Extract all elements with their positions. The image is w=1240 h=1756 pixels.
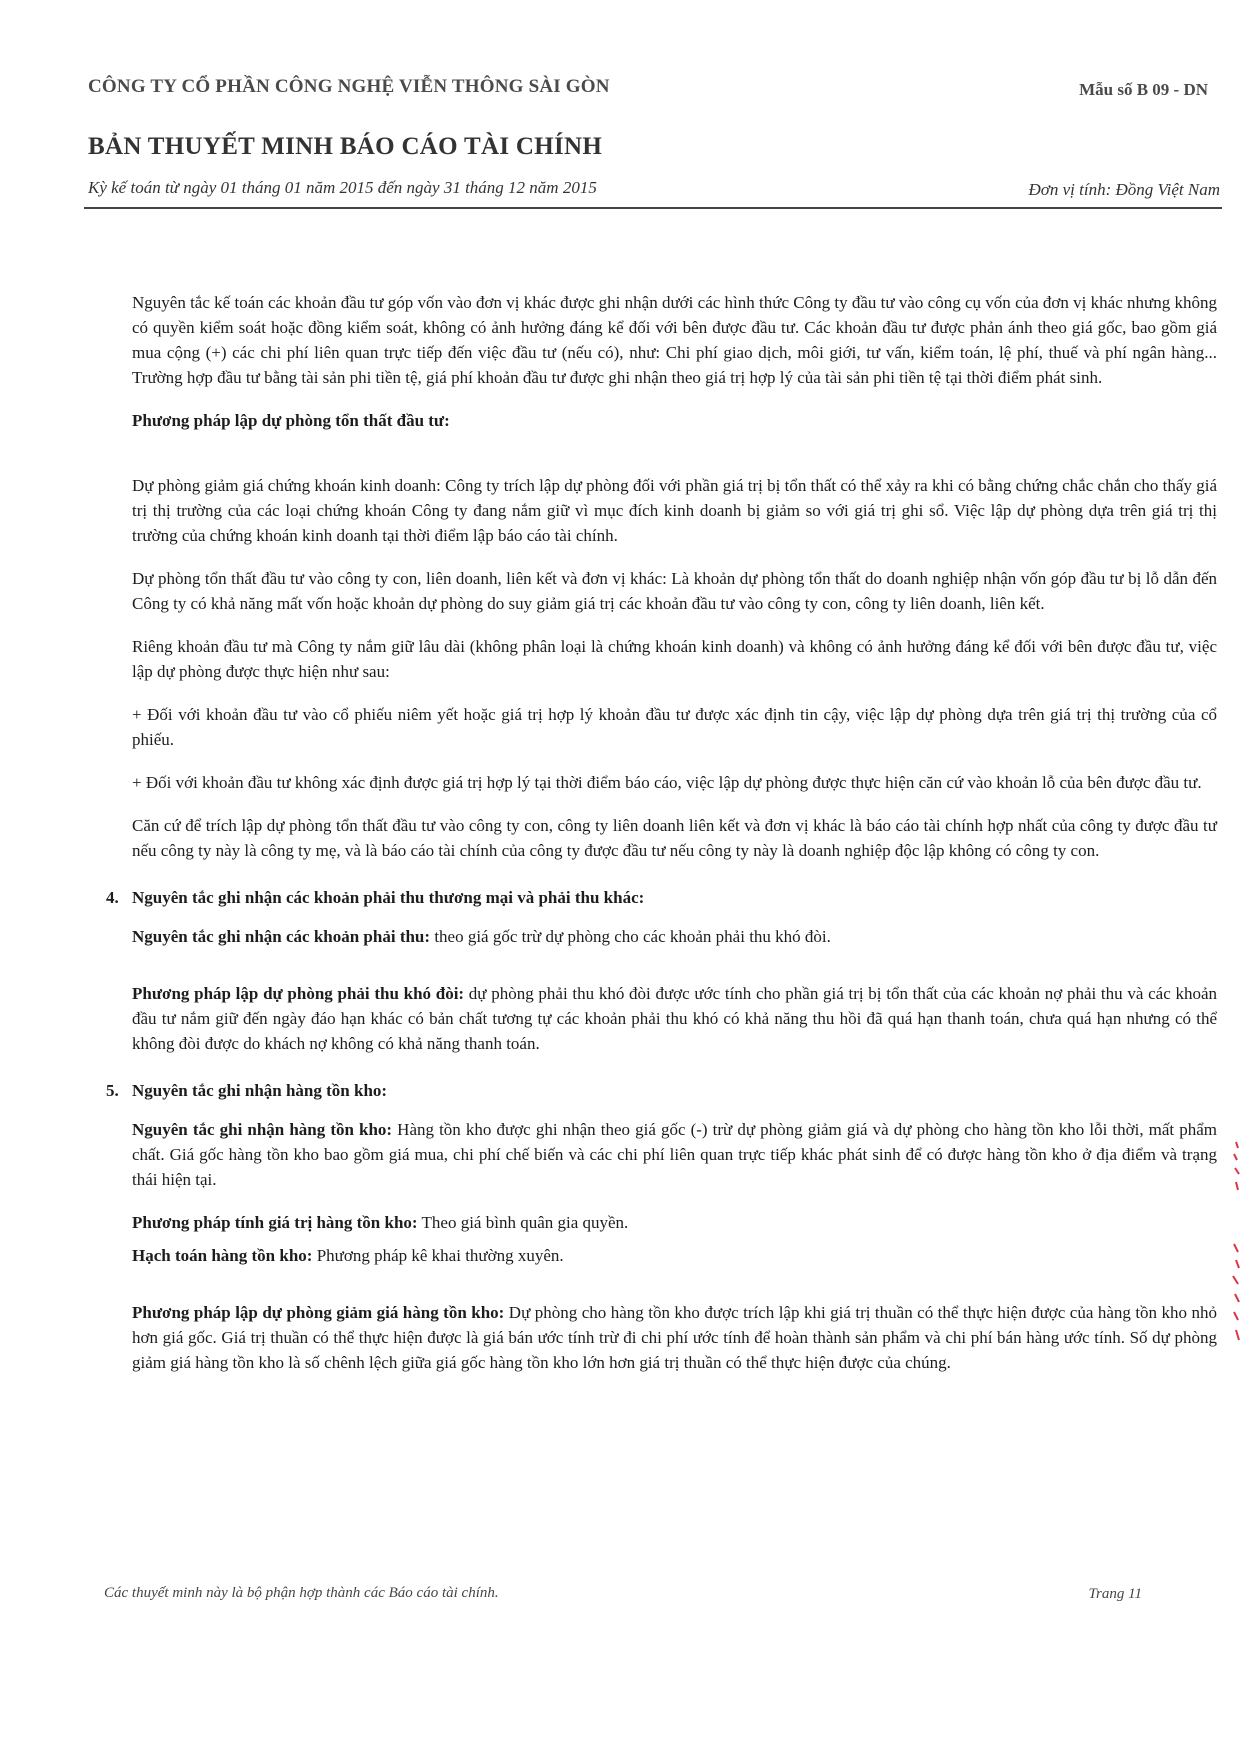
document-body xyxy=(106,290,1217,1393)
section-number: 5. xyxy=(106,1081,119,1100)
paragraph-inventory-accounting xyxy=(132,1243,1217,1268)
paragraph-provision-basis: Căn cứ để trích lập dự phòng tổn thất đầu tư vào công ty con, công ty liên doanh liên kết và đơn vị khác là báo cáo tài chính hợp nhất của công ty được đầu tư nếu công ty này là công ty mẹ, và là báo cáo tài chính của công ty được đầu tư nếu công ty này là doanh nghiệp độc lập không có công ty con. xyxy=(132,816,1217,860)
currency-unit: Đơn vị tính: Đồng Việt Nam xyxy=(1028,180,1220,199)
page-number: Trang 11 xyxy=(1088,1586,1142,1602)
paragraph-unlisted-investment: + Đối với khoản đầu tư không xác định được giá trị hợp lý tại thời điểm báo cáo, việc lập dự phòng được thực hiện căn cứ vào khoản lỗ của bên được đầu tư. xyxy=(132,773,1202,792)
term-label: Phương pháp tính giá trị hàng tồn kho: xyxy=(132,1213,418,1232)
term-text: Hàng tồn kho được ghi nhận theo giá gốc (-) trừ dự phòng giảm giá và dự phòng cho hàng tồn kho lỗi thời, mất phẩm chất. Giá gốc hàng tồn kho bao gồm giá mua, chi phí chế biến và các chi phí liên quan trực tiếp khác phát sinh để có được hàng tồn kho ở địa điểm và trạng thái hiện tại. xyxy=(132,1120,1217,1189)
term-label: Nguyên tắc ghi nhận hàng tồn kho: xyxy=(132,1120,393,1139)
term-label: Phương pháp lập dự phòng giảm giá hàng tồn kho: xyxy=(132,1303,505,1322)
seal-mark-upper xyxy=(1224,1138,1240,1198)
section-5-heading xyxy=(106,1078,1217,1103)
term-text: Dự phòng cho hàng tồn kho được trích lập khi giá trị thuần có thể thực hiện được của hàng tồn kho nhỏ hơn giá gốc. Giá trị thuần có thể thực hiện được là giá bán ước tính trừ đi chi phí ước tính để hoàn thành sản phẩm và chi phí bán hàng ước tính. Số dự phòng giảm giá hàng tồn kho là số chênh lệch giữa giá gốc hàng tồn kho lớn hơn giá trị thuần có thể thực hiện được của chúng. xyxy=(132,1303,1217,1372)
paragraph-inventory-recognition xyxy=(132,1117,1217,1192)
paragraph-trading-securities: Dự phòng giảm giá chứng khoán kinh doanh: Công ty trích lập dự phòng đối với phần giá trị bị tổn thất có thể xảy ra khi có bằng chứng chắc chắn cho thấy giá trị thị trường của các loại chứng khoán Công ty đang nắm giữ vì mục đích kinh doanh bị giảm so với giá trị ghi sổ. Việc lập dự phòng dựa trên giá trị thị trường của chứng khoán kinh doanh tại thời điểm lập báo cáo tài chính. xyxy=(132,476,1217,545)
term-label: Nguyên tắc ghi nhận các khoản phải thu: xyxy=(132,927,431,946)
paragraph-long-term-investment: Riêng khoản đầu tư mà Công ty nắm giữ lâu dài (không phân loại là chứng khoán kinh doanh) và không có ảnh hưởng đáng kể đối với bên được đầu tư, việc lập dự phòng được thực hiện như sau: xyxy=(132,637,1217,681)
term-text: Theo giá bình quân gia quyền. xyxy=(417,1213,629,1232)
paragraph-subsidiary-provision: Dự phòng tổn thất đầu tư vào công ty con, liên doanh, liên kết và đơn vị khác: Là khoản dự phòng tổn thất do doanh nghiệp nhận vốn góp đầu tư bị lỗ dẫn đến Công ty có khả năng mất vốn hoặc khoản dự phòng do suy giảm giá trị các khoản đầu tư vào công ty con, công ty liên doanh, liên kết. xyxy=(132,569,1217,613)
report-title: BẢN THUYẾT MINH BÁO CÁO TÀI CHÍNH xyxy=(88,133,603,160)
form-code: Mẫu số B 09 - DN xyxy=(1079,80,1208,99)
footer-note: Các thuyết minh này là bộ phận hợp thành các Báo cáo tài chính. xyxy=(104,1585,499,1601)
section-title: Nguyên tắc ghi nhận hàng tồn kho: xyxy=(132,1081,388,1100)
paragraph-inventory-provision xyxy=(132,1300,1217,1375)
header-rule xyxy=(84,207,1222,209)
paragraph-inventory-valuation xyxy=(132,1210,1217,1235)
term-text: Phương pháp kê khai thường xuyên. xyxy=(312,1246,564,1265)
paragraph-listed-shares: + Đối với khoản đầu tư vào cổ phiếu niêm yết hoặc giá trị hợp lý khoản đầu tư được xác định tin cậy, việc lập dự phòng dựa trên giá trị thị trường của cổ phiếu. xyxy=(132,705,1217,749)
section-4-heading xyxy=(106,885,1217,910)
paragraph-receivable-recognition xyxy=(132,924,1217,949)
term-label: Phương pháp lập dự phòng phải thu khó đòi: xyxy=(132,984,465,1003)
term-text: dự phòng phải thu khó đòi được ước tính cho phần giá trị bị tổn thất của các khoản nợ phải thu và các khoản đầu tư nắm giữ đến ngày đáo hạn khác có bản chất tương tự các khoản phải thu khó có khả năng thu hồi đã quá hạn thanh toán, chưa quá hạn nhưng có thể không đòi được do khách nợ không có khả năng thanh toán. xyxy=(132,984,1217,1053)
term-text: theo giá gốc trừ dự phòng cho các khoản phải thu khó đòi. xyxy=(430,927,831,946)
seal-fragment xyxy=(1233,1244,1239,1340)
seal-fragment xyxy=(1234,1142,1239,1190)
section-number: 4. xyxy=(106,888,119,907)
heading-investment-provision: Phương pháp lập dự phòng tổn thất đầu tư: xyxy=(132,411,450,430)
company-name: CÔNG TY CỔ PHẦN CÔNG NGHỆ VIỄN THÔNG SÀI GÒN xyxy=(88,76,610,97)
paragraph-doubtful-debt-provision xyxy=(132,981,1217,1056)
accounting-period: Kỳ kế toán từ ngày 01 tháng 01 năm 2015 đến ngày 31 tháng 12 năm 2015 xyxy=(88,178,597,197)
section-title: Nguyên tắc ghi nhận các khoản phải thu thương mại và phải thu khác: xyxy=(132,888,645,907)
seal-mark-lower xyxy=(1224,1240,1240,1350)
paragraph-investment-principles: Nguyên tắc kế toán các khoản đầu tư góp vốn vào đơn vị khác được ghi nhận dưới các hình thức Công ty đầu tư vào công cụ vốn của đơn vị khác nhưng không có quyền kiểm soát hoặc đồng kiểm soát, không có ảnh hưởng đáng kể đối với bên được đầu tư. Các khoản đầu tư được phản ánh theo giá gốc, bao gồm giá mua cộng (+) các chi phí liên quan trực tiếp đến việc đầu tư (nếu có), như: Chi phí giao dịch, môi giới, tư vấn, kiểm toán, lệ phí, thuế và phí ngân hàng... Trường hợp đầu tư bằng tài sản phi tiền tệ, giá phí khoản đầu tư được ghi nhận theo giá trị hợp lý của tài sản phi tiền tệ tại thời điểm phát sinh. xyxy=(132,293,1217,387)
term-label: Hạch toán hàng tồn kho: xyxy=(132,1246,313,1265)
